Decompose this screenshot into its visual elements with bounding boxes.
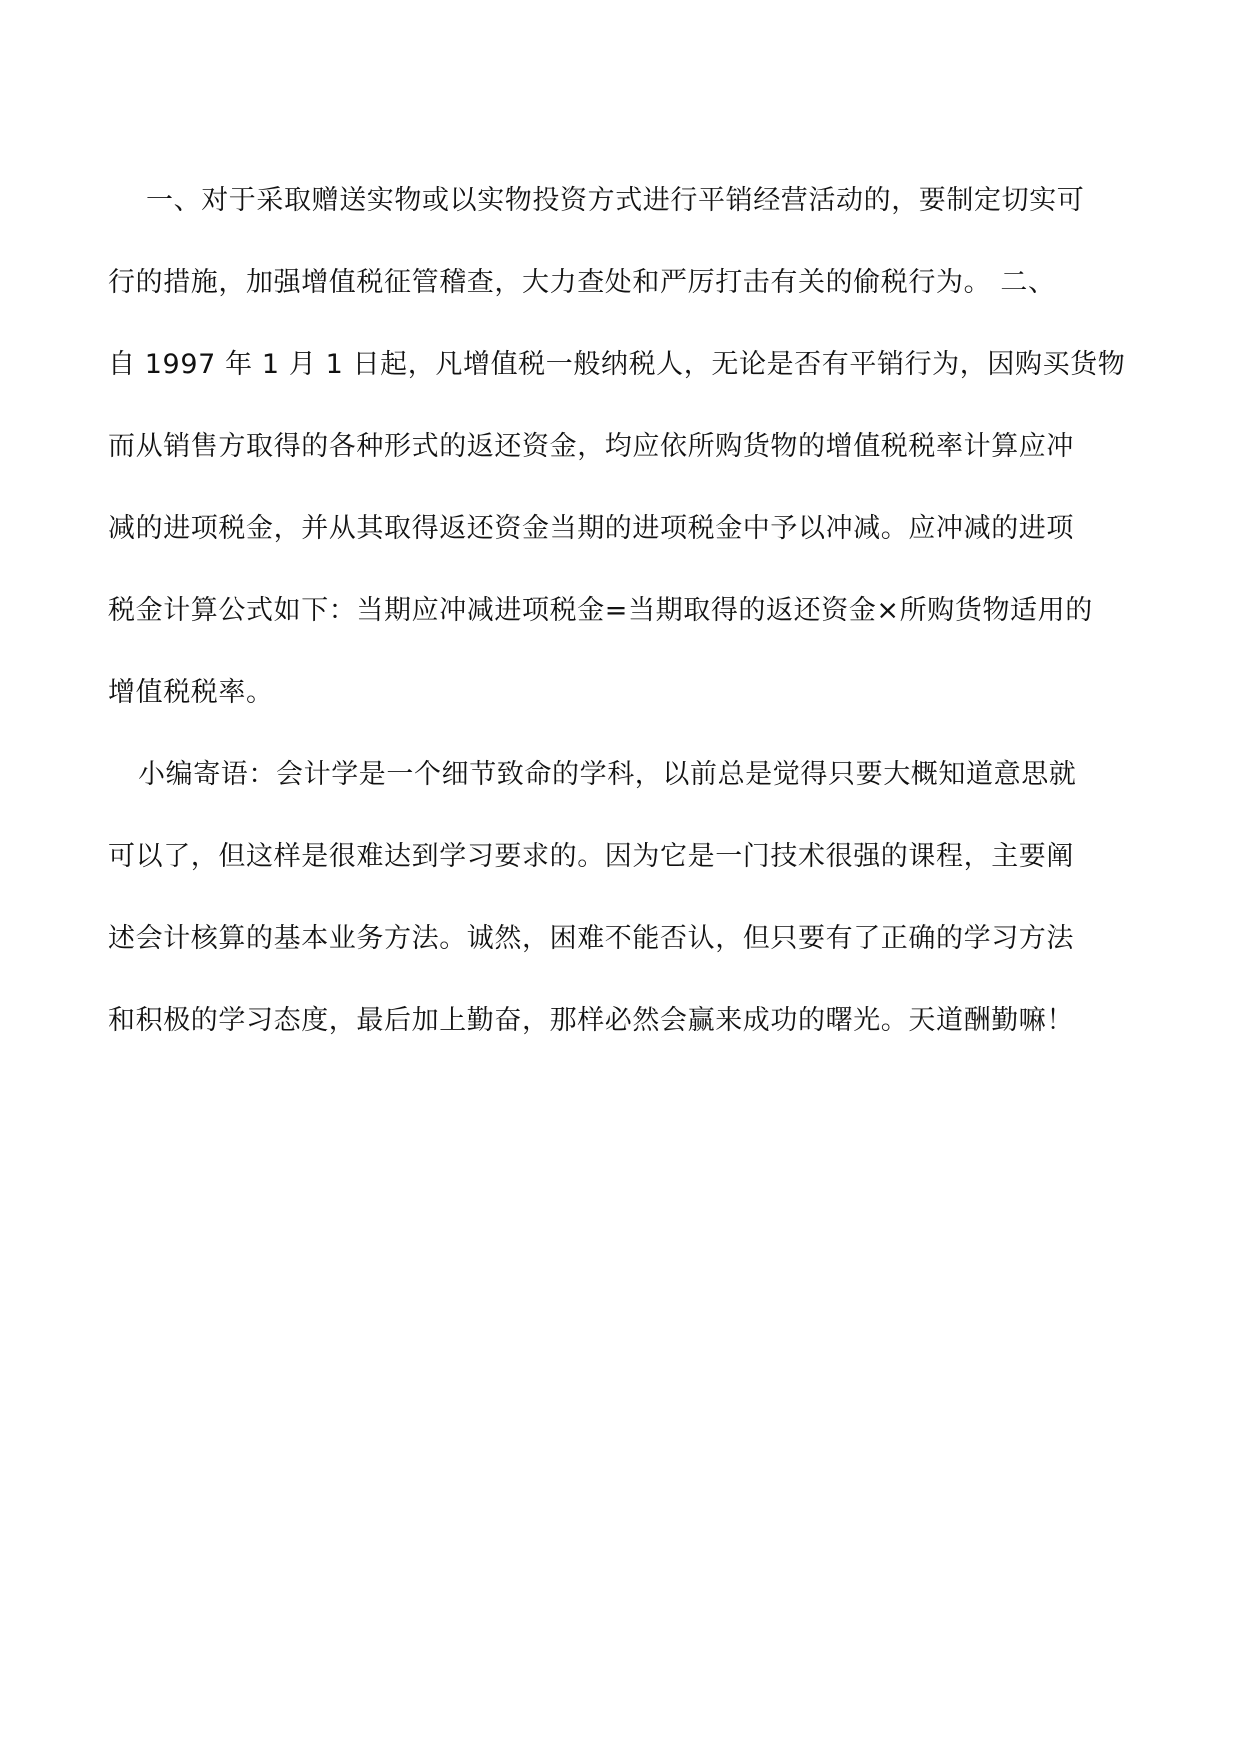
paragraph-vat-rules xyxy=(108,160,1138,734)
text-line: 增值税税率。 xyxy=(108,677,274,708)
document-body xyxy=(108,160,1138,1062)
paragraph-editor-note xyxy=(108,734,1138,1062)
text-line: 可以了，但这样是很难达到学习要求的。因为它是一门技术很强的课程，主要阐 xyxy=(108,841,1074,872)
text-line: 而从销售方取得的各种形式的返还资金，均应依所购货物的增值税税率计算应冲 xyxy=(108,431,1074,462)
text-line: 和积极的学习态度，最后加上勤奋，那样必然会赢来成功的曙光。天道酬勤嘛！ xyxy=(108,1005,1074,1036)
text-line: 述会计核算的基本业务方法。诚然，困难不能否认，但只要有了正确的学习方法 xyxy=(108,923,1074,954)
text-line: 税金计算公式如下：当期应冲减进项税金=当期取得的返还资金×所购货物适用的 xyxy=(108,595,1093,626)
text-line: 行的措施，加强增值税征管稽查，大力查处和严厉打击有关的偷税行为。 二、 xyxy=(108,267,1056,298)
text-line: 自 1997 年 1 月 1 日起，凡增值税一般纳税人，无论是否有平销行为，因购买货物 xyxy=(108,349,1126,380)
text-line: 小编寄语：会计学是一个细节致命的学科，以前总是觉得只要大概知道意思就 xyxy=(138,759,1077,790)
text-line: 一、对于采取赠送实物或以实物投资方式进行平销经营活动的，要制定切实可 xyxy=(146,185,1085,216)
text-line: 减的进项税金，并从其取得返还资金当期的进项税金中予以冲减。应冲减的进项 xyxy=(108,513,1074,544)
